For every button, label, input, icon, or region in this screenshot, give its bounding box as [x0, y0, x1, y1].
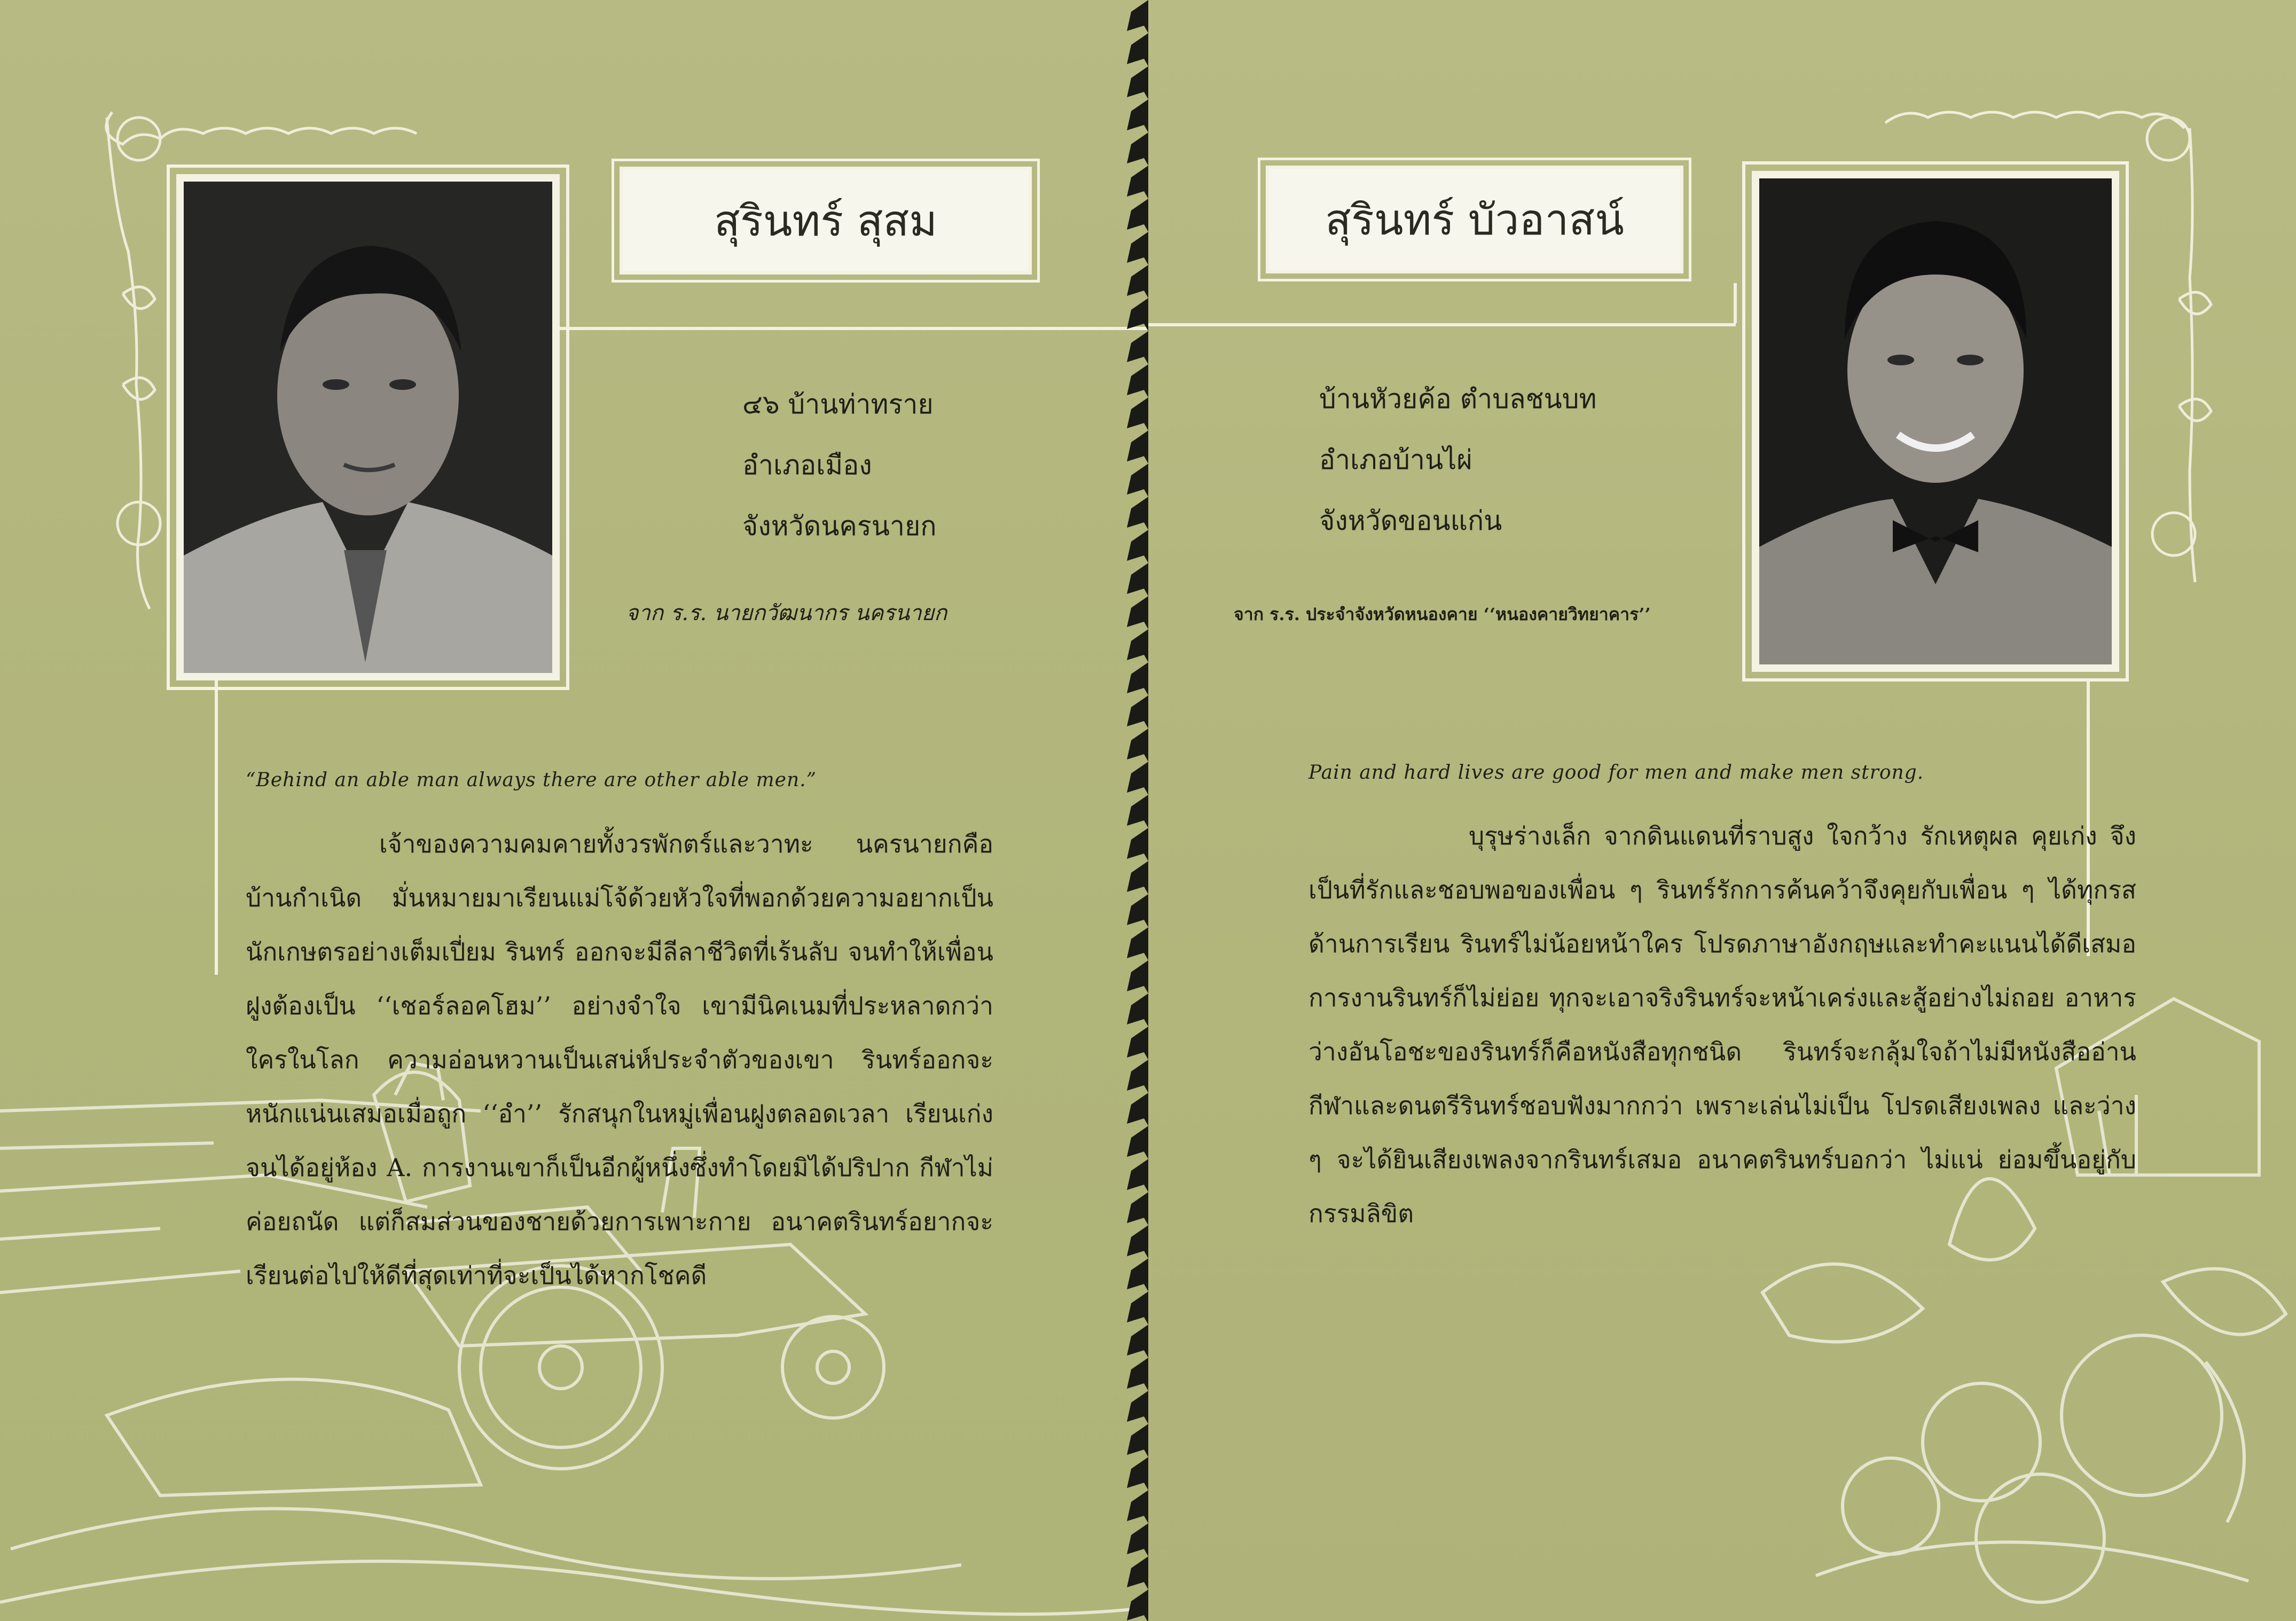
portrait-photo [176, 174, 560, 680]
portrait-placeholder [1759, 178, 2112, 664]
student-name-text: สุรินทร์ บัวอาสน์ [1325, 194, 1624, 245]
frame-line-vertical [215, 676, 218, 975]
school-line: จาก ร.ร. นายกวัฒนากร นครนายก [626, 601, 947, 625]
frame-line-horizontal [1148, 323, 1736, 326]
address-block [1319, 369, 1596, 551]
frame-line-left [1734, 283, 1737, 323]
address-line: ๔๖ บ้านท่าทราย [742, 389, 934, 420]
address-line: อำเภอเมือง [742, 450, 872, 481]
portrait-placeholder [184, 182, 552, 673]
biography-paragraph: เจ้าของความคมคายทั้งวรพักตร์และวาทะ นครนายกคือบ้านกำเนิด มั่นหมายมาเรียนแม่โจ้ด้วยหัวใจที่พอกด้วยความอยากเป็นนักเกษตรอย่างเต็มเปี่ยม รินทร์ ออกจะมีลีลาชีวิตที่เร้นลับ จนทำให้เพื่อนฝูงต้องเป็น ‘‘เชอร์ลอคโฮม’’ อย่างจำใจ เขามีนิคเนมที่ประหลาดกว่าใครในโลก ความอ่อนหวานเป็นเสน่ห์ประจำตัวของเขา รินทร์ออกจะหนักแน่นเสมอเมื่อถูก ‘‘อำ’’ รักสนุกในหมู่เพื่อนฝูงตลอดเวลา เรียนเก่งจนได้อยู่ห้อง A. การงานเขาก็เป็นอีกผู้หนึ่งซึ่งทำโดยมิได้ปริปาก กีฬาไม่ค่อยถนัด แต่ก็สมส่วนของชายด้วยการเพาะกาย อนาคตรินทร์อยากจะเรียนต่อไปให้ดีที่สุดเท่าที่จะเป็นได้หากโชคดี [246, 829, 993, 1290]
address-block [742, 374, 937, 557]
frame-line-horizontal [555, 327, 1148, 330]
motto-quote: Pain and hard lives are good for men and make men strong. [1308, 762, 1924, 784]
student-name [1266, 166, 1683, 273]
biography-text [246, 817, 993, 1303]
biography-paragraph: บุรุษร่างเล็ก จากดินแดนที่ราบสูง ใจกว้าง รักเหตุผล คุยเก่ง จึงเป็นที่รักและชอบพอของเพื่อน ๆ รินทร์รักการค้นคว้าจึงคุยกับเพื่อน ๆ ได้ทุกรส ด้านการเรียน รินทร์ไม่น้อยหน้าใคร โปรดภาษาอังกฤษและทำคะแนนได้ดีเสมอ การงานรินทร์ก็ไม่ย่อย ทุกจะเอาจริงรินทร์จะหน้าเคร่งและสู้อย่างไม่ถอย อาหารว่างอันโอชะของรินทร์ก็คือหนังสือทุกชนิด รินทร์จะกลุ้มใจถ้าไม่มีหนังสืออ่าน กีฬาและดนตรีรินทร์ชอบฟังมากกว่า เพราะเล่นไม่เป็น โปรดเสียงเพลง และว่าง ๆ จะได้ยินเสียงเพลงจากรินทร์เสมอ อนาคตรินทร์บอกว่า ไม่แน่ ย่อมขึ้นอยู่กับกรรมลิขิต [1308, 821, 2136, 1228]
student-name [620, 167, 1032, 275]
motto-quote: “Behind an able man always there are other able men.” [246, 769, 817, 791]
portrait-photo [1752, 171, 2119, 672]
address-line: จังหวัดนครนายก [742, 511, 937, 542]
school-line: จาก ร.ร. ประจำจังหวัดหนองคาย ‘‘หนองคายวิทยาคาร’’ [1234, 604, 1651, 624]
address-line: อำเภอบ้านไผ่ [1319, 444, 1472, 475]
biography-text [1308, 809, 2136, 1241]
right-page [1148, 0, 2296, 1621]
address-line: จังหวัดขอนแก่น [1319, 505, 1502, 536]
student-name-text: สุรินทร์ สุสม [714, 195, 937, 246]
address-line: บ้านหัวยค้อ ตำบลชนบท [1319, 383, 1597, 414]
